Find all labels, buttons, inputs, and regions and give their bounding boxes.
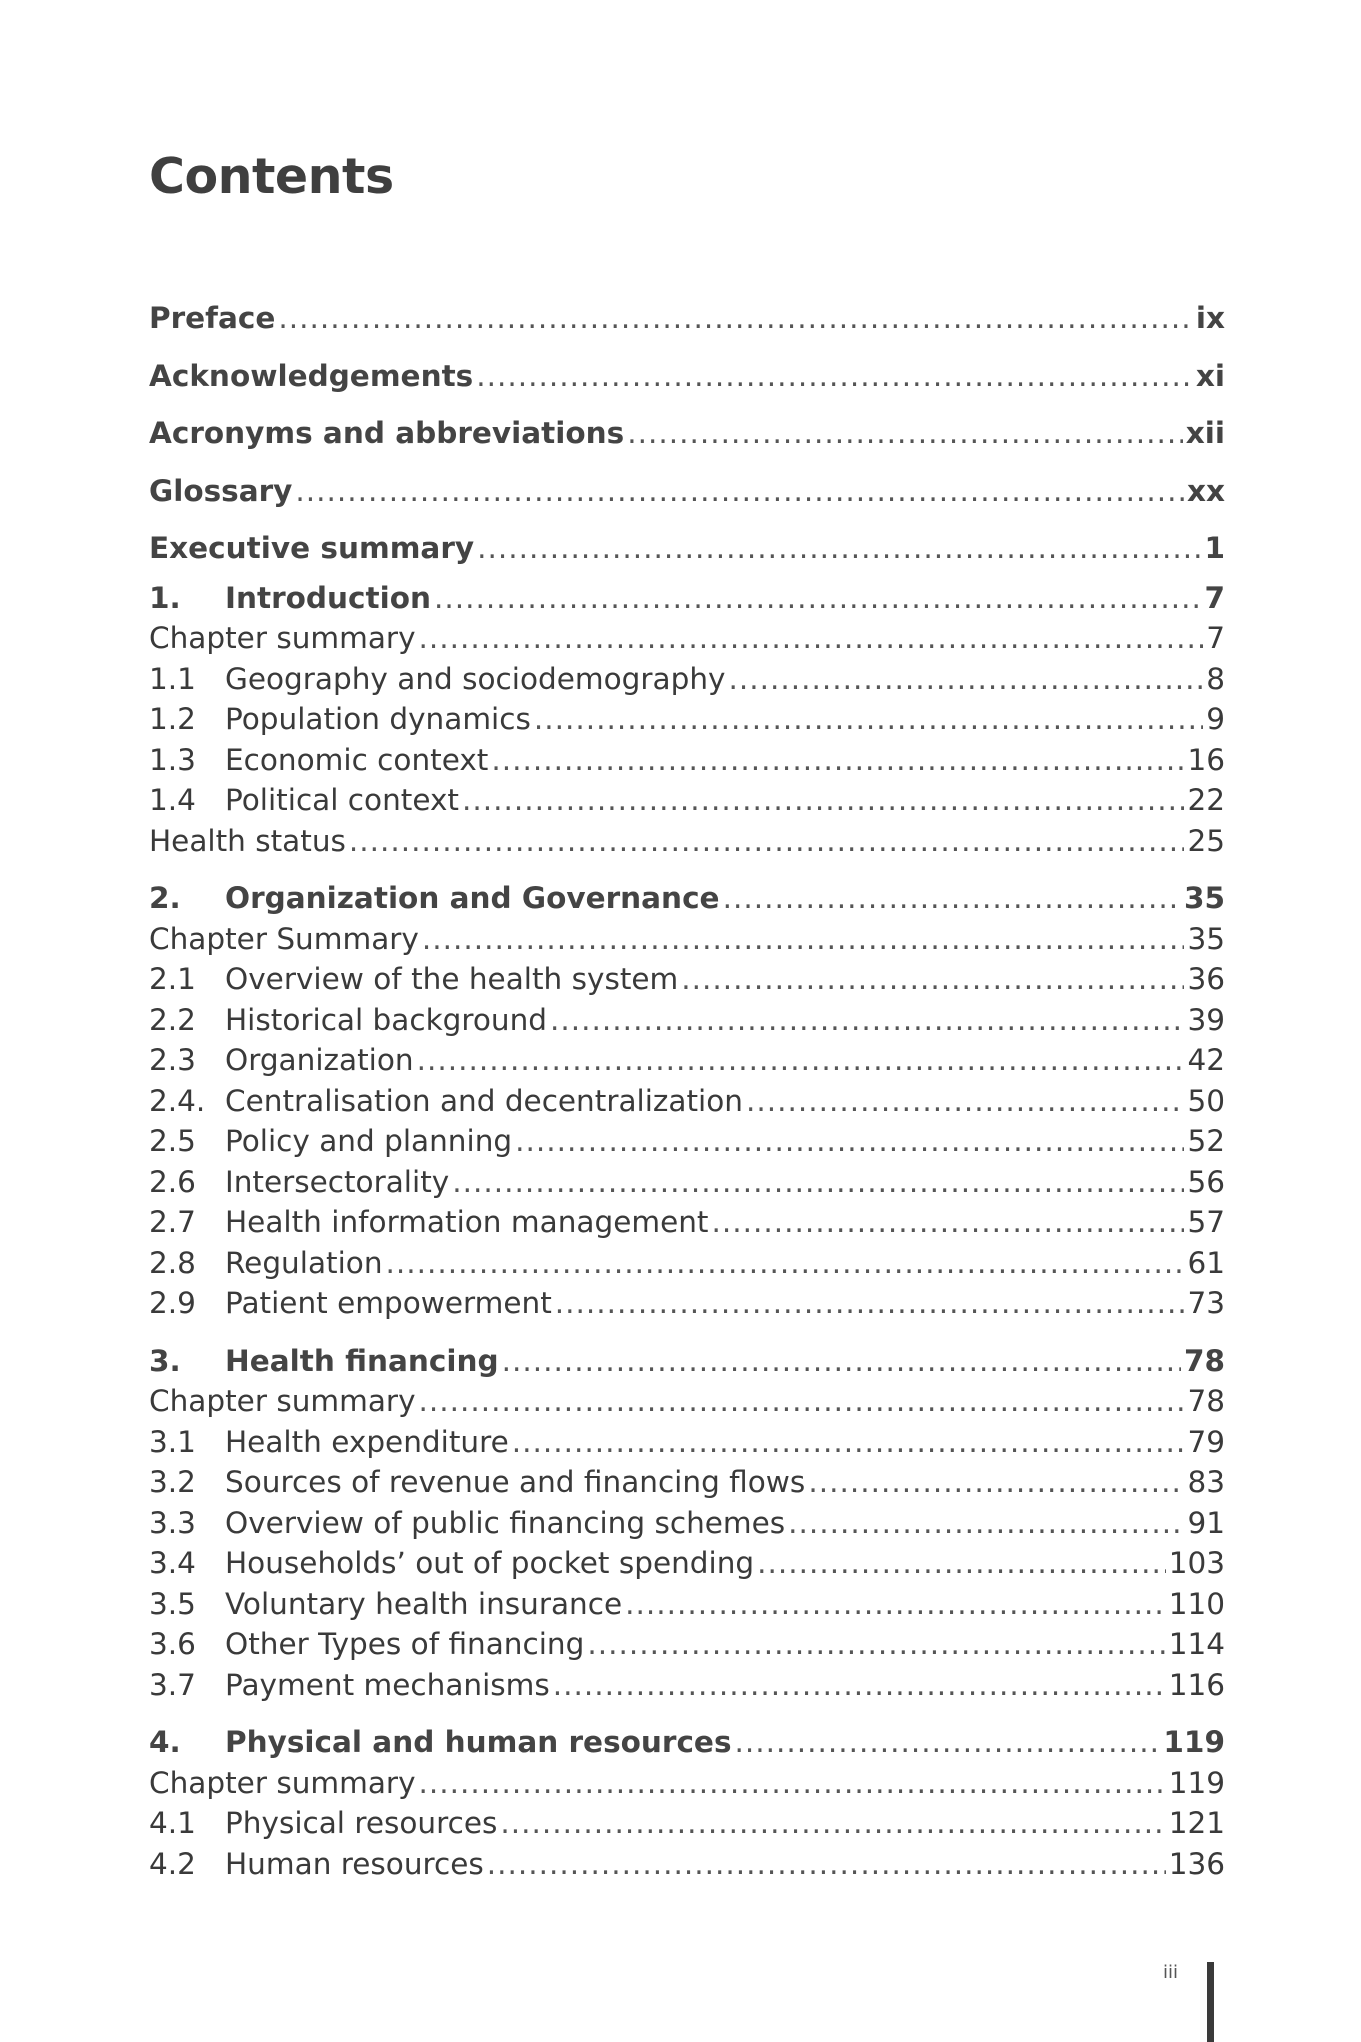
section-page: 114 — [1168, 1627, 1225, 1661]
entry-page: xii — [1185, 416, 1225, 450]
section-page: 136 — [1168, 1846, 1225, 1881]
toc-section[interactable] — [149, 1543, 1225, 1584]
dot-leader — [746, 1081, 1184, 1122]
section-title: Overview of public financing schemes — [225, 1505, 786, 1540]
page-title: Contents — [149, 148, 394, 205]
section-page: 78 — [1187, 1384, 1225, 1418]
section-title: Voluntary health insurance — [225, 1586, 623, 1621]
section-page: 7 — [1206, 621, 1225, 655]
dot-leader — [452, 1162, 1184, 1203]
dot-leader — [712, 1202, 1185, 1243]
dot-leader — [757, 1543, 1166, 1584]
section-number: 3.3 — [149, 1505, 196, 1540]
dot-leader — [477, 520, 1201, 578]
toc-section[interactable] — [149, 1283, 1225, 1324]
dot-leader — [681, 959, 1184, 1000]
section-number: 3.5 — [149, 1586, 196, 1621]
toc-section[interactable] — [149, 1381, 1225, 1422]
dot-leader — [808, 1462, 1184, 1503]
entry-page: 1 — [1204, 531, 1225, 565]
section-page: 91 — [1187, 1505, 1225, 1540]
toc-front-entry[interactable] — [149, 520, 1225, 578]
toc-section[interactable] — [149, 821, 1225, 862]
section-page: 57 — [1187, 1205, 1225, 1239]
section-title: Regulation — [225, 1245, 383, 1280]
section-title: Intersectorality — [225, 1164, 450, 1199]
section-title: Policy and planning — [225, 1124, 513, 1158]
section-number: 1.4 — [149, 783, 196, 817]
section-number: 2.6 — [149, 1164, 196, 1199]
toc-section[interactable] — [149, 699, 1225, 740]
section-title: Payment mechanisms — [225, 1667, 550, 1702]
chapter-title: Physical and human resources — [225, 1725, 732, 1759]
dot-leader — [491, 740, 1184, 781]
dot-leader — [512, 1422, 1185, 1463]
section-number: 2.4. — [149, 1083, 206, 1118]
toc-section[interactable] — [149, 618, 1225, 659]
section-page: 52 — [1187, 1124, 1225, 1158]
dot-leader — [723, 878, 1181, 919]
section-number: 1.3 — [149, 742, 196, 777]
section-page: 73 — [1187, 1286, 1225, 1320]
toc-section[interactable] — [149, 1624, 1225, 1665]
section-number: 2.1 — [149, 962, 196, 996]
dot-leader — [500, 1803, 1165, 1844]
section-number: 3.6 — [149, 1627, 196, 1661]
chapter-number: 1. — [149, 580, 181, 615]
section-page: 36 — [1187, 962, 1225, 996]
entry-title: Acronyms and abbreviations — [149, 416, 625, 450]
section-page: 25 — [1187, 823, 1225, 858]
section-number: 3.4 — [149, 1546, 196, 1580]
dot-leader — [502, 1341, 1181, 1382]
toc-section[interactable] — [149, 1665, 1225, 1706]
dot-leader — [476, 348, 1193, 406]
entry-title: Preface — [149, 301, 276, 335]
toc-chapter[interactable] — [149, 1341, 1225, 1382]
toc-section[interactable] — [149, 1040, 1225, 1081]
section-title: Human resources — [225, 1846, 484, 1881]
section-number: 4.2 — [149, 1846, 196, 1881]
section-number: 4.1 — [149, 1806, 196, 1840]
toc-section[interactable] — [149, 1844, 1225, 1885]
section-title: Patient empowerment — [225, 1286, 552, 1320]
section-page: 119 — [1168, 1765, 1225, 1800]
toc-section[interactable] — [149, 1243, 1225, 1284]
dot-leader — [553, 1665, 1166, 1706]
dot-leader — [788, 1503, 1184, 1544]
toc-section[interactable] — [149, 1202, 1225, 1243]
dot-leader — [587, 1624, 1165, 1665]
section-page: 50 — [1187, 1083, 1225, 1118]
dot-leader — [555, 1283, 1185, 1324]
section-title: Overview of the health system — [225, 962, 679, 996]
entry-page: xi — [1195, 358, 1225, 393]
dot-leader — [349, 821, 1185, 862]
toc-section[interactable] — [149, 1503, 1225, 1544]
entry-title: Acknowledgements — [149, 358, 474, 393]
toc-section[interactable] — [149, 1000, 1225, 1041]
section-page: 9 — [1206, 702, 1225, 736]
chapter-page: 7 — [1204, 580, 1225, 615]
toc-section[interactable] — [149, 1462, 1225, 1503]
section-page: 103 — [1168, 1546, 1225, 1580]
page-number: iii — [1163, 1962, 1179, 1983]
toc-front-entry[interactable] — [149, 463, 1225, 521]
section-title: Organization — [225, 1043, 414, 1077]
section-page: 22 — [1187, 783, 1225, 817]
dot-leader — [419, 618, 1204, 659]
toc-front-entry[interactable] — [149, 405, 1225, 463]
dot-leader — [419, 1381, 1185, 1422]
dot-leader — [728, 659, 1203, 700]
toc-section[interactable] — [149, 740, 1225, 781]
section-page: 116 — [1168, 1667, 1225, 1702]
section-title: Other Types of financing — [225, 1627, 585, 1661]
section-title: Geography and sociodemography — [225, 661, 726, 696]
dot-leader — [534, 699, 1203, 740]
toc-section[interactable] — [149, 1121, 1225, 1162]
toc-section[interactable] — [149, 1081, 1225, 1122]
section-number: 2.9 — [149, 1286, 196, 1320]
toc-section[interactable] — [149, 1763, 1225, 1804]
toc-section[interactable] — [149, 919, 1225, 960]
chapter-title: Introduction — [225, 580, 431, 615]
dot-leader — [386, 1243, 1185, 1284]
chapter-number: 4. — [149, 1725, 181, 1759]
dot-leader — [278, 290, 1192, 348]
edge-bar — [1207, 1962, 1214, 2042]
section-number: 2.3 — [149, 1043, 196, 1077]
chapter-page: 119 — [1163, 1725, 1225, 1759]
section-page: 83 — [1187, 1465, 1225, 1499]
section-title: Health expenditure — [225, 1424, 509, 1459]
section-page: 79 — [1187, 1424, 1225, 1459]
section-page: 56 — [1187, 1164, 1225, 1199]
section-page: 39 — [1187, 1002, 1225, 1037]
toc-section[interactable] — [149, 959, 1225, 1000]
entry-page: xx — [1186, 473, 1225, 508]
dot-leader — [417, 1040, 1185, 1081]
chapter-number: 3. — [149, 1343, 181, 1378]
section-title: Centralisation and decentralization — [225, 1083, 743, 1118]
section-title: Chapter summary — [149, 1765, 416, 1800]
dot-leader — [487, 1844, 1166, 1885]
entry-title: Glossary — [149, 473, 293, 508]
section-number: 2.2 — [149, 1002, 196, 1037]
dot-leader — [462, 780, 1184, 821]
section-page: 42 — [1187, 1043, 1225, 1077]
chapter-number: 2. — [149, 881, 181, 915]
section-title: Households’ out of pocket spending — [225, 1546, 755, 1580]
toc-section[interactable] — [149, 659, 1225, 700]
chapter-page: 78 — [1183, 1343, 1225, 1378]
section-title: Chapter Summary — [149, 921, 419, 956]
chapter-page: 35 — [1183, 881, 1225, 915]
section-number: 1.1 — [149, 661, 196, 696]
toc-chapter[interactable] — [149, 1722, 1225, 1763]
section-title: Health information management — [225, 1205, 709, 1239]
section-page: 35 — [1187, 921, 1225, 956]
section-page: 121 — [1168, 1806, 1225, 1840]
section-number: 3.7 — [149, 1667, 196, 1702]
section-number: 3.2 — [149, 1465, 196, 1499]
section-title: Sources of revenue and financing flows — [225, 1465, 806, 1499]
section-title: Chapter summary — [149, 1384, 416, 1418]
entry-page: ix — [1195, 301, 1225, 335]
toc-front-entry[interactable] — [149, 290, 1225, 348]
toc-chapter[interactable] — [149, 578, 1225, 619]
table-of-contents — [149, 290, 1225, 1884]
dot-leader — [422, 919, 1185, 960]
section-title: Chapter summary — [149, 621, 416, 655]
section-number: 2.5 — [149, 1124, 196, 1158]
dot-leader — [627, 405, 1183, 463]
dot-leader — [515, 1121, 1184, 1162]
section-number: 2.7 — [149, 1205, 196, 1239]
section-page: 8 — [1206, 661, 1225, 696]
toc-section[interactable] — [149, 1803, 1225, 1844]
section-page: 110 — [1168, 1586, 1225, 1621]
section-page: 61 — [1187, 1245, 1225, 1280]
section-number: 1.2 — [149, 702, 196, 736]
toc-section[interactable] — [149, 1162, 1225, 1203]
toc-chapter[interactable] — [149, 878, 1225, 919]
dot-leader — [550, 1000, 1184, 1041]
toc-section[interactable] — [149, 1584, 1225, 1625]
dot-leader — [735, 1722, 1161, 1763]
chapter-title: Health financing — [225, 1343, 499, 1378]
dot-leader — [295, 463, 1184, 521]
section-page: 16 — [1187, 742, 1225, 777]
toc-section[interactable] — [149, 1422, 1225, 1463]
section-title: Political context — [225, 783, 459, 817]
toc-front-entry[interactable] — [149, 348, 1225, 406]
section-title: Health status — [149, 823, 346, 858]
section-number: 2.8 — [149, 1245, 196, 1280]
dot-leader — [419, 1763, 1166, 1804]
section-title: Population dynamics — [225, 702, 531, 736]
section-number: 3.1 — [149, 1424, 196, 1459]
section-title: Economic context — [225, 742, 489, 777]
entry-title: Executive summary — [149, 531, 475, 565]
dot-leader — [434, 578, 1201, 619]
toc-section[interactable] — [149, 780, 1225, 821]
chapter-title: Organization and Governance — [225, 881, 720, 915]
section-title: Historical background — [225, 1002, 548, 1037]
section-title: Physical resources — [225, 1806, 498, 1840]
dot-leader — [625, 1584, 1166, 1625]
